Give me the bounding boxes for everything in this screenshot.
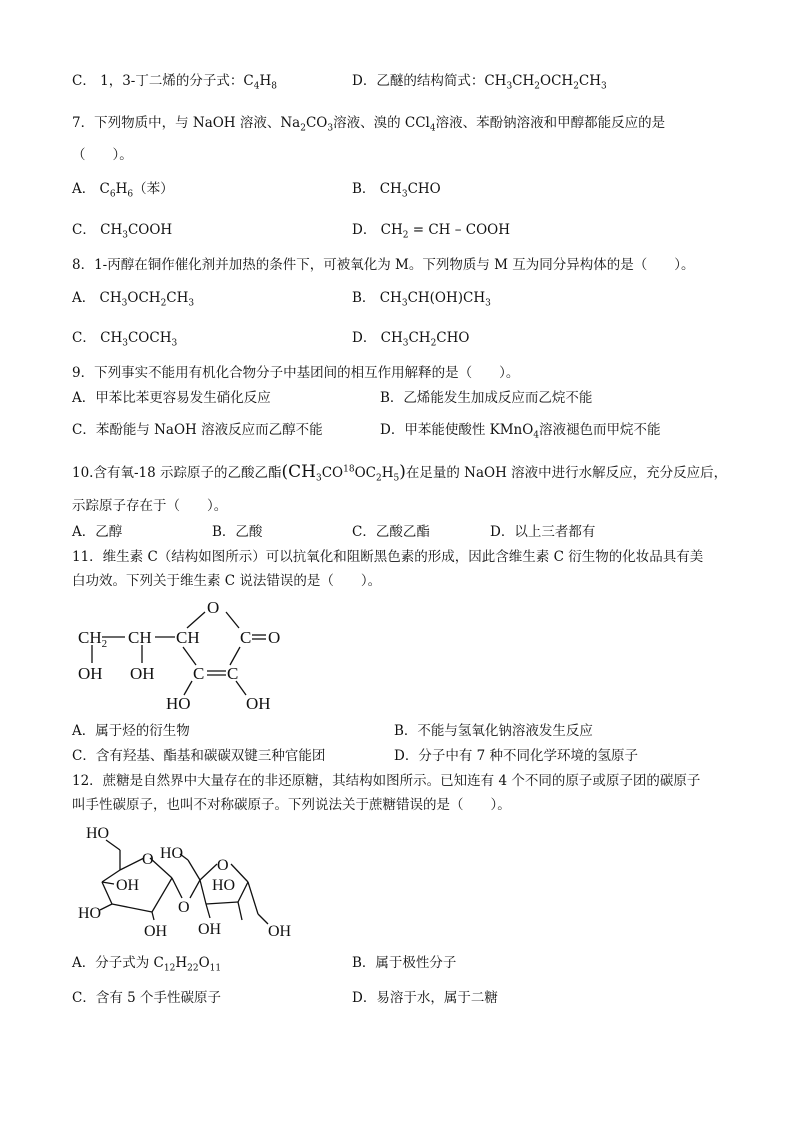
ring-oxygen-label: O bbox=[207, 598, 220, 617]
q8-option-b: B． $CH_3CH(OH)CH_3$ bbox=[352, 290, 491, 309]
hydroxyl-1-label: OH bbox=[78, 664, 103, 683]
fructose-ch2oh-oh-label: OH bbox=[268, 923, 292, 940]
q11-option-b: B．不能与氢氧化钠溶液发生反应 bbox=[394, 723, 593, 739]
q10-option-c: C．乙酸乙酯 bbox=[352, 524, 430, 540]
ch-ring-label: CH bbox=[176, 628, 200, 647]
glucose-oh-bottom-label: OH bbox=[144, 923, 168, 940]
q7-stem-line2: （ ）。 bbox=[72, 147, 133, 163]
q6-option-d: D．乙醚的结构简式：$CH_3CH_2OCH_2CH_3$ bbox=[352, 73, 607, 92]
fructose-ho-label: HO bbox=[212, 877, 236, 894]
q12-option-a: A．分子式为 $C_{12}H_{22}O_{11}$ bbox=[72, 955, 222, 974]
vitamin-c-structure bbox=[70, 595, 300, 717]
q10-option-d: D．以上三者都有 bbox=[490, 524, 596, 540]
fructose-ring-oxygen-label: O bbox=[217, 857, 229, 874]
q7-option-b: B． $CH_3CHO$ bbox=[352, 181, 441, 200]
q8-stem: 8．1-丙醇在铜作催化剂并加热的条件下，可被氧化为 M。下列物质与 M 互为同分异构体的是（ ）。 bbox=[72, 257, 695, 273]
ch-label: CH bbox=[128, 628, 152, 647]
q10-stem: 10.含有氧-18 示踪原子的乙酸乙酯$(CH_3CO^{18}OC_2H_5)$在足量的 NaOH 溶液中进行水解反应，充分反应后， bbox=[72, 462, 728, 484]
q12-option-b: B．属于极性分子 bbox=[352, 955, 457, 971]
q11-option-a: A．属于烃的衍生物 bbox=[72, 723, 190, 739]
q7-option-d: D． $CH_2$ = CH – COOH bbox=[352, 222, 511, 241]
fructose-ch2oh-label: HO bbox=[160, 845, 184, 862]
q8-option-d: D． $CH_3CH_2CHO$ bbox=[352, 330, 470, 349]
glucose-oh-label: OH bbox=[116, 877, 140, 894]
hydroxyl-4-label: OH bbox=[246, 694, 271, 713]
q7-stem: 7．下列物质中，与 NaOH 溶液、$Na_2CO_3$溶液、溴的 CCl$_4$溶液、苯酚钠溶液和甲醇都能反应的是 bbox=[72, 115, 666, 134]
q8-option-a: A． $CH_3OCH_2CH_3$ bbox=[72, 290, 195, 309]
q10-option-b: B．乙酸 bbox=[212, 524, 263, 540]
q11-option-d: D．分子中有 7 种不同化学环境的氢原子 bbox=[394, 748, 638, 764]
glycosidic-oxygen-label: O bbox=[178, 899, 190, 916]
hydroxyl-2-label: OH bbox=[130, 664, 155, 683]
q12-stem-line2: 叫手性碳原子，也叫不对称碳原子。下列说法关于蔗糖错误的是（ ）。 bbox=[72, 797, 511, 813]
keto-oxygen-label: O bbox=[268, 628, 281, 647]
q8-option-c: C． $CH_3COCH_3$ bbox=[72, 330, 178, 349]
q9-option-d: D．甲苯能使酸性 KMnO$_4$溶液褪色而甲烷不能 bbox=[380, 422, 661, 441]
q9-option-c: C．苯酚能与 NaOH 溶液反应而乙醇不能 bbox=[72, 422, 323, 438]
fructose-oh-label: OH bbox=[198, 921, 222, 938]
q6-option-c: C． 1，3-丁二烯的分子式：$C_4H_8$ bbox=[72, 73, 277, 92]
q12-option-c: C．含有 5 个手性碳原子 bbox=[72, 990, 222, 1006]
glucose-ring-oxygen-label: O bbox=[142, 851, 154, 868]
q10-stem-line2: 示踪原子存在于（ ）。 bbox=[72, 498, 228, 514]
ch2-label: $CH_2$ bbox=[78, 628, 108, 650]
q12-stem: 12．蔗糖是自然界中大量存在的非还原糖，其结构如图所示。已知连有 4 个不同的原子或原子团的碳原子 bbox=[72, 773, 701, 789]
q12-option-d: D．易溶于水，属于二糖 bbox=[352, 990, 498, 1006]
q11-option-c: C．含有羟基、酯基和碳碳双键三种官能团 bbox=[72, 748, 326, 764]
sucrose-structure bbox=[72, 818, 308, 942]
q7-option-a: A． $C_6H_6$（苯） bbox=[72, 181, 174, 200]
q10-option-a: A．乙醇 bbox=[72, 524, 123, 540]
glucose-ch2oh-label: HO bbox=[86, 825, 110, 842]
hydroxyl-3-label: HO bbox=[166, 694, 191, 713]
q7-option-c: C． $CH_3COOH$ bbox=[72, 222, 173, 241]
c-enol-left-label: C bbox=[193, 664, 205, 683]
q9-option-b: B．乙烯能发生加成反应而乙烷不能 bbox=[380, 390, 593, 406]
q11-stem: 11．维生素 C（结构如图所示）可以抗氧化和阻断黑色素的形成，因此含维生素 C 衍生物的化妆品具有美 bbox=[72, 549, 704, 565]
q11-stem-line2: 白功效。下列关于维生素 C 说法错误的是（ ）。 bbox=[72, 573, 382, 589]
glucose-ho-left-label: HO bbox=[78, 905, 102, 922]
c-carbonyl-label: C bbox=[240, 628, 252, 647]
q9-option-a: A．甲苯比苯更容易发生硝化反应 bbox=[72, 390, 271, 406]
q9-stem: 9．下列事实不能用有机化合物分子中基团间的相互作用解释的是（ ）。 bbox=[72, 365, 520, 381]
c-enol-right-label: C bbox=[227, 664, 239, 683]
